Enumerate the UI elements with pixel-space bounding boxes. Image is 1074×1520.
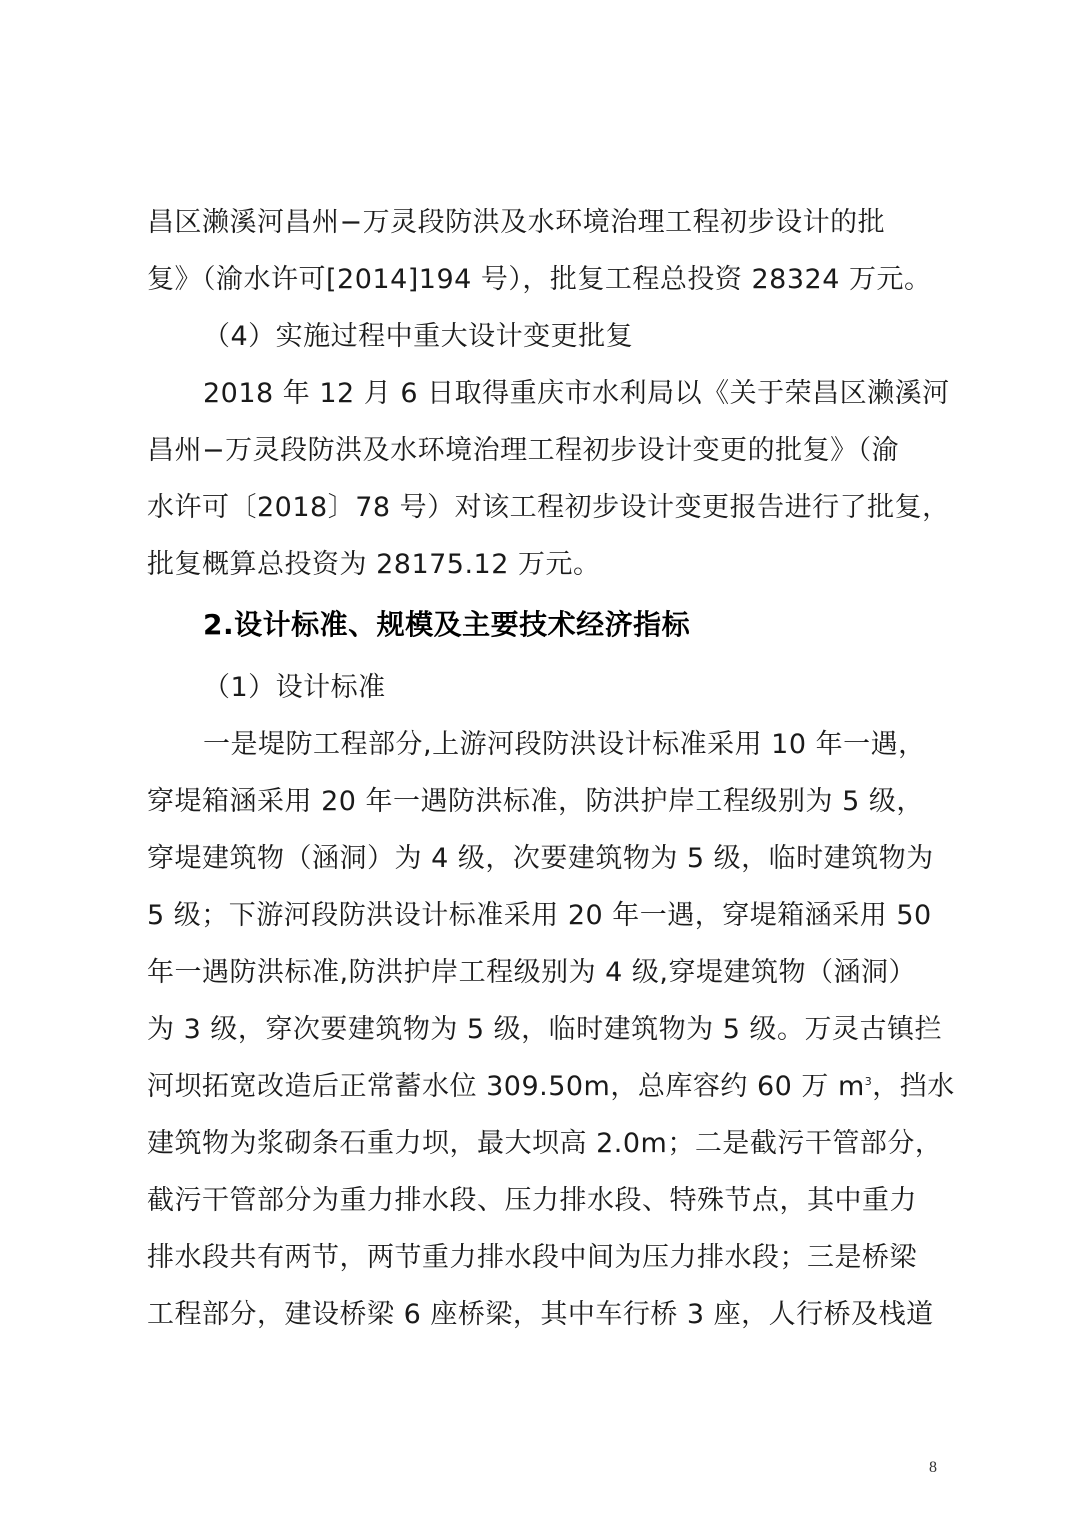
- text-line-11: 穿堤箱涵采用 20 年一遇防洪标准，防洪护岸工程级别为 5 级，: [147, 786, 924, 817]
- subheading-1: （1）设计标准: [203, 672, 386, 703]
- text-line-16-tail: ，挡水: [872, 1071, 955, 1102]
- text-line-16-main: 河坝拓宽改造后正常蓄水位 309.50m，总库容约 60 万 m: [147, 1071, 865, 1102]
- text-line-7: 批复概算总投资为 28175.12 万元。: [147, 549, 601, 580]
- superscript-3: 3: [864, 1075, 873, 1088]
- text-line-15: 为 3 级，穿次要建筑物为 5 级，临时建筑物为 5 级。万灵古镇拦: [147, 1014, 943, 1045]
- subheading-4: （4）实施过程中重大设计变更批复: [203, 321, 634, 352]
- text-line-19: 排水段共有两节，两节重力排水段中间为压力排水段；三是桥梁: [147, 1242, 917, 1273]
- text-line-4: 2018 年 12 月 6 日取得重庆市水利局以《关于荣昌区濑溪河: [203, 378, 950, 409]
- text-line-6: 水许可〔2018〕78 号）对该工程初步设计变更报告进行了批复，: [147, 492, 950, 523]
- text-line-2: 复》（渝水许可[2014]194 号），批复工程总投资 28324 万元。: [147, 264, 932, 295]
- text-line-17: 建筑物为浆砌条石重力坝，最大坝高 2.0m；二是截污干管部分，: [147, 1128, 943, 1159]
- text-line-10: 一是堤防工程部分,上游河段防洪设计标准采用 10 年一遇，: [203, 729, 926, 760]
- text-line-18: 截污干管部分为重力排水段、压力排水段、特殊节点，其中重力: [147, 1185, 917, 1216]
- text-line-5: 昌州−万灵段防洪及水环境治理工程初步设计变更的批复》（渝: [147, 435, 900, 466]
- page-number: 8: [929, 1459, 937, 1476]
- text-line-1: 昌区濑溪河昌州−万灵段防洪及水环境治理工程初步设计的批: [147, 207, 886, 238]
- text-line-16: [147, 1069, 955, 1105]
- text-line-13: 5 级；下游河段防洪设计标准采用 20 年一遇，穿堤箱涵采用 50: [147, 900, 932, 931]
- text-line-12: 穿堤建筑物（涵洞）为 4 级，次要建筑物为 5 级，临时建筑物为: [147, 843, 934, 874]
- text-line-14: 年一遇防洪标准,防洪护岸工程级别为 4 级,穿堤建筑物（涵洞）: [147, 957, 917, 988]
- text-line-20: 工程部分，建设桥梁 6 座桥梁，其中车行桥 3 座，人行桥及栈道: [147, 1299, 934, 1330]
- section-heading: 2.设计标准、规模及主要技术经济指标: [203, 608, 691, 641]
